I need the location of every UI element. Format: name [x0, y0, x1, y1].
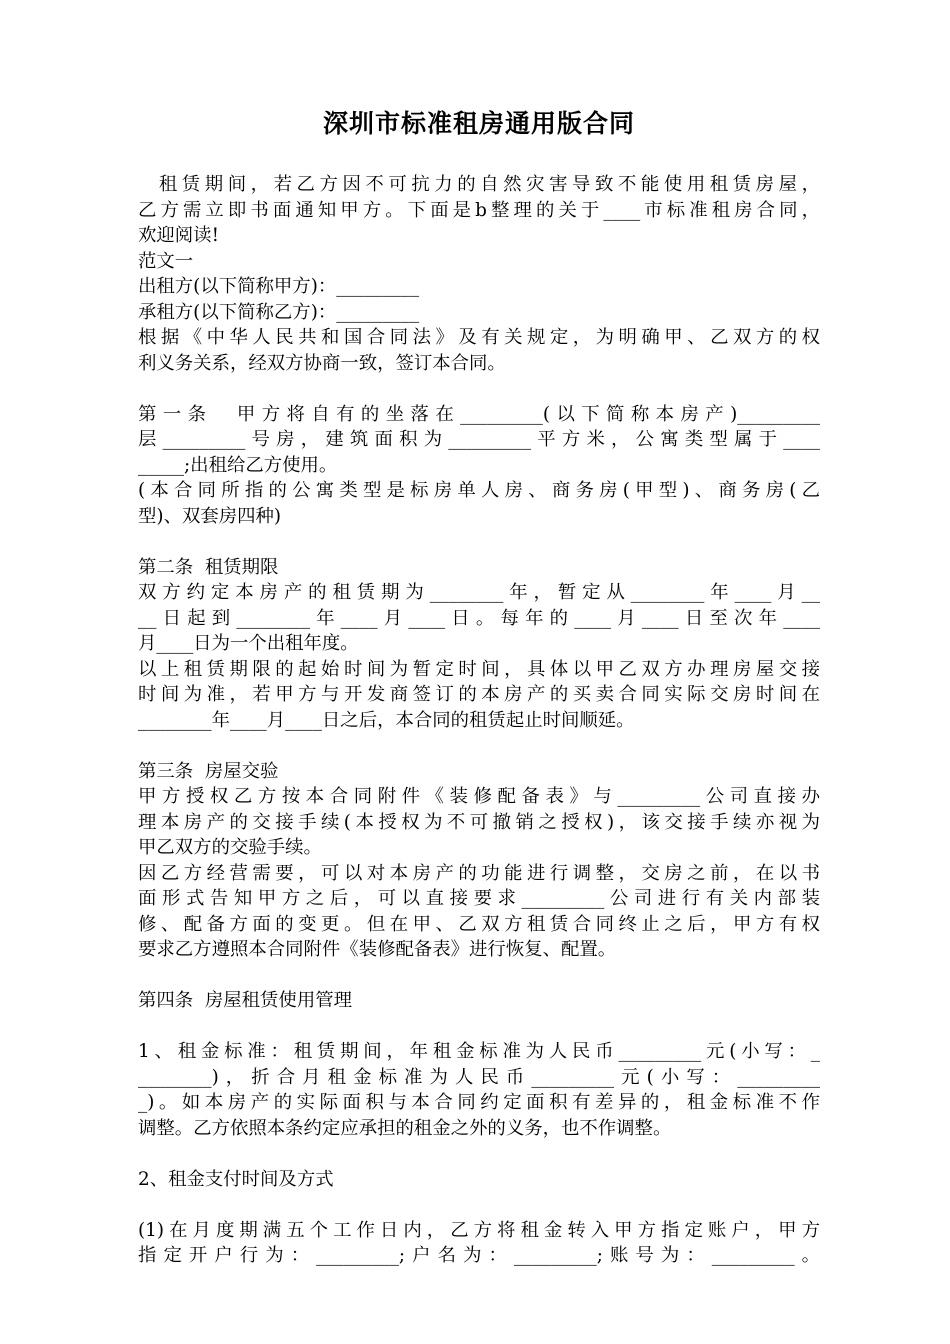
text-line: 因乙方经营需要，可以对本房产的功能进行调整，交房之前，在以书 [138, 862, 820, 884]
text-line: 调整。乙方依照本条约定应承担的租金之外的义务，也不作调整。 [138, 1117, 672, 1139]
text-line: 租赁期间，若乙方因不可抗力的自然灾害导致不能使用租赁房屋， [138, 174, 820, 195]
document-body [138, 172, 820, 1269]
text-line: 利义务关系，经双方协商一致，签订本合同。 [138, 352, 506, 374]
text-line: 第四条 房屋租赁使用管理 [138, 990, 352, 1011]
text-line: _)。如本房产的实际面积与本合同约定面积有差异的，租金标准不作 [138, 1092, 820, 1113]
text-line: 乙方需立即书面通知甲方。下面是b整理的关于____市标准租房合同， [138, 199, 820, 221]
text-line: 第三条 房屋交验 [138, 760, 279, 782]
text-line: 层_________号房，建筑面积为_________平方米，公寓类型属于____ [138, 429, 820, 450]
text-line: 时间为准，若甲方与开发商签订的本房产的买卖合同实际交房时间在 [138, 684, 820, 705]
blank-line [138, 1141, 820, 1167]
text-line: 月____日为一个出租年度。 [138, 633, 359, 654]
text-line: 范文一 [138, 250, 194, 272]
blank-line [138, 1192, 820, 1218]
text-line: 甲乙双方的交验手续。 [138, 837, 322, 858]
blank-line [138, 733, 820, 759]
text-line: 根据《中华人民共和国合同法》及有关规定，为明确甲、乙双方的权 [138, 327, 820, 348]
blank-line [138, 1014, 820, 1040]
text-line: ________)，折合月租金标准为人民币_________元(小写：_________ [138, 1066, 820, 1088]
text-line: 第二条 租赁期限 [138, 556, 279, 578]
text-line: (1)在月度期满五个工作日内，乙方将租金转入甲方指定账户，甲方 [138, 1219, 820, 1241]
text-line: __日起到________年____月____日。每年的____月____日至次年____ [138, 607, 820, 629]
text-line: _____;出租给乙方使用。 [138, 454, 338, 476]
text-line: 欢迎阅读! [138, 225, 219, 246]
text-line: 指定开户行为：_________;户名为：_________;账号为：_________。 [138, 1245, 820, 1266]
text-line: 要求乙方遵照本合同附件《装修配备表》进行恢复、配置。 [138, 939, 617, 960]
text-line: 承租方(以下简称乙方)：_________ [138, 301, 420, 323]
text-line: ________年____月____日之后，本合同的租赁起止时间顺延。 [138, 709, 635, 731]
text-line: (本合同所指的公寓类型是标房单人房、商务房(甲型)、商务房(乙 [138, 480, 820, 501]
text-line: 1、租金标准：租赁期间，年租金标准为人民币_________元(小写：_ [138, 1041, 820, 1062]
text-line: 双方约定本房产的租赁期为________年，暂定从________年____月__ [138, 582, 820, 603]
text-line: 出租方(以下简称甲方)：_________ [138, 276, 420, 297]
text-line: 面形式告知甲方之后，可以直接要求_________公司进行有关内部装 [138, 888, 820, 909]
text-line: 以上租赁期限的起始时间为暂定时间，具体以甲乙双方办理房屋交接 [138, 658, 820, 680]
text-line: 修、配备方面的变更。但在甲、乙双方租赁合同终止之后，甲方有权 [138, 913, 820, 935]
text-line: 甲方授权乙方按本合同附件《装修配备表》与_________公司直接办 [138, 786, 820, 807]
text-line: 第一条 甲方将自有的坐落在_________(以下简称本房产)_________ [138, 403, 820, 425]
blank-line [138, 376, 820, 402]
text-line: 理本房产的交接手续(本授权为不可撤销之授权)，该交接手续亦视为 [138, 811, 820, 833]
text-line: 型)、双套房四种) [138, 505, 282, 527]
blank-line [138, 963, 820, 989]
blank-line [138, 529, 820, 555]
text-line: 2、租金支付时间及方式 [138, 1168, 334, 1190]
document-title: 深圳市标准租房通用版合同 [322, 109, 635, 138]
